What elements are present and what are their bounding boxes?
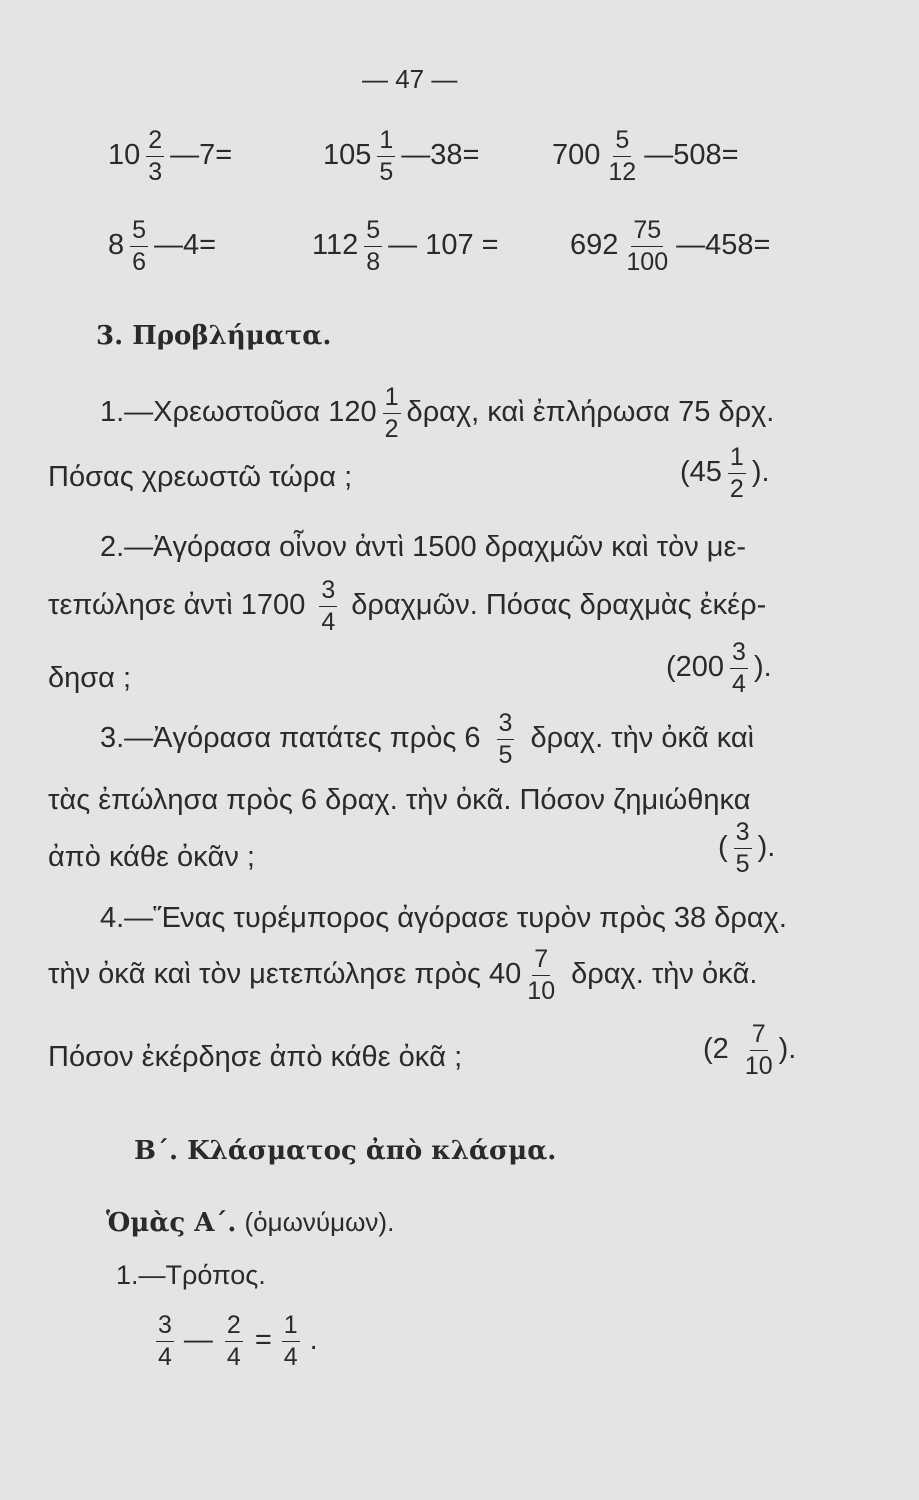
fraction: $\frac{1}{2}$	[384, 383, 399, 443]
problem-3-answer: ( $\frac{3}{5}$ ).	[718, 818, 776, 878]
expression-rest: —508=	[644, 139, 739, 172]
problem-2-answer: (200 $\frac{3}{4}$ ).	[666, 638, 772, 698]
whole-part: 8	[108, 229, 125, 262]
fraction: $\frac{2}{3}$	[148, 126, 163, 186]
fraction: $\frac{75}{100}$	[626, 216, 669, 276]
exercise-1	[108, 128, 232, 185]
problem-2-line-3: δησα ;	[48, 662, 132, 694]
fraction: $\frac{7}{10}$	[527, 945, 556, 1005]
expression-rest: —4=	[154, 229, 217, 262]
problem-1-line-1: 1.—Χρεωστοῦσα 120 $\frac{1}{2}$ δραχ, καὶ ἐπλήρωσα 75 δρχ.	[100, 383, 775, 443]
exercise-5	[312, 218, 499, 275]
expression-rest: — 107 =	[388, 229, 499, 262]
problem-2-line-1: 2.—Ἀγόρασα οἶνον ἀντὶ 1500 δραχμῶν καὶ τὸν με-	[100, 531, 747, 563]
fraction: $\frac{7}{10}$	[744, 1020, 773, 1080]
problem-3-line-3: ἀπὸ κάθε ὀκᾶν ;	[48, 841, 255, 873]
problem-4-line-2: τὴν ὀκᾶ καὶ τὸν μετεπώλησε πρὸς 40 $\frac{7}{10}$ δραχ. τὴν ὀκᾶ.	[48, 945, 758, 1005]
fraction: $\frac{5}{6}$	[132, 216, 147, 276]
section-title-problems: 3. Προβλήματα.	[96, 321, 332, 351]
fraction: $\frac{1}{4}$	[283, 1311, 298, 1371]
method-1-heading: 1.—Τρόπος.	[116, 1260, 266, 1290]
fraction: $\frac{3}{4}$	[732, 638, 746, 698]
exercise-3	[552, 128, 739, 185]
fraction: $\frac{3}{5}$	[498, 709, 513, 769]
problem-3-line-2: τὰς ἐπώλησα πρὸς 6 δραχ. τὴν ὀκᾶ. Πόσον ζημιώθηκα	[48, 784, 751, 816]
expression-rest: —7=	[170, 139, 233, 172]
problem-4-answer: (2 $\frac{7}{10}$ ).	[703, 1020, 797, 1080]
problem-4-line-1: 4.—Ἕνας τυρέμπορος ἀγόρασε τυρὸν πρὸς 38 δραχ.	[100, 902, 787, 934]
page-number: — 47 —	[362, 64, 458, 94]
problem-3-line-1: 3.—Ἀγόρασα πατάτες πρὸς 6 $\frac{3}{5}$ δραχ. τὴν ὀκᾶ καὶ	[100, 709, 755, 769]
fraction: $\frac{3}{4}$	[321, 576, 336, 636]
whole-part: 692	[570, 229, 619, 262]
whole-part: 700	[552, 139, 601, 172]
whole-part: 105	[323, 139, 372, 172]
problem-4-line-3: Πόσον ἐκέρδησε ἀπὸ κάθε ὀκᾶ ;	[48, 1041, 463, 1073]
expression-rest: —38=	[401, 139, 480, 172]
fraction: $\frac{1}{2}$	[729, 443, 744, 503]
fraction: $\frac{3}{5}$	[735, 818, 750, 878]
problem-1-question: Πόσας χρεωστῶ τώρα ;	[48, 461, 353, 493]
problem-1-answer: (45 $\frac{1}{2}$ ).	[680, 443, 770, 503]
whole-part: 10	[108, 139, 141, 172]
fraction: $\frac{5}{8}$	[366, 216, 381, 276]
exercise-6	[570, 218, 770, 275]
fraction: $\frac{2}{4}$	[226, 1311, 241, 1371]
whole-part: 112	[312, 229, 359, 262]
expression-rest: —458=	[676, 229, 771, 262]
section-title-fraction-of-fraction: Β΄. Κλάσματος ἀπὸ κλάσμα.	[134, 1136, 557, 1166]
final-equation: $\frac{3}{4}$ — $\frac{2}{4}$ = $\frac{1}{4}$ .	[158, 1311, 318, 1371]
fraction: $\frac{5}{12}$	[608, 126, 637, 186]
fraction: $\frac{3}{4}$	[158, 1311, 172, 1371]
problem-2-line-2: τεπώλησε ἀντὶ 1700 $\frac{3}{4}$ δραχμῶν. Πόσας δραχμὰς ἐκέρ-	[48, 576, 767, 636]
exercise-4	[108, 218, 216, 275]
fraction: $\frac{1}{5}$	[379, 126, 394, 186]
exercise-2	[323, 128, 480, 185]
group-a-heading: Ὁμὰς Α΄. (ὁμωνύμων).	[106, 1207, 395, 1238]
